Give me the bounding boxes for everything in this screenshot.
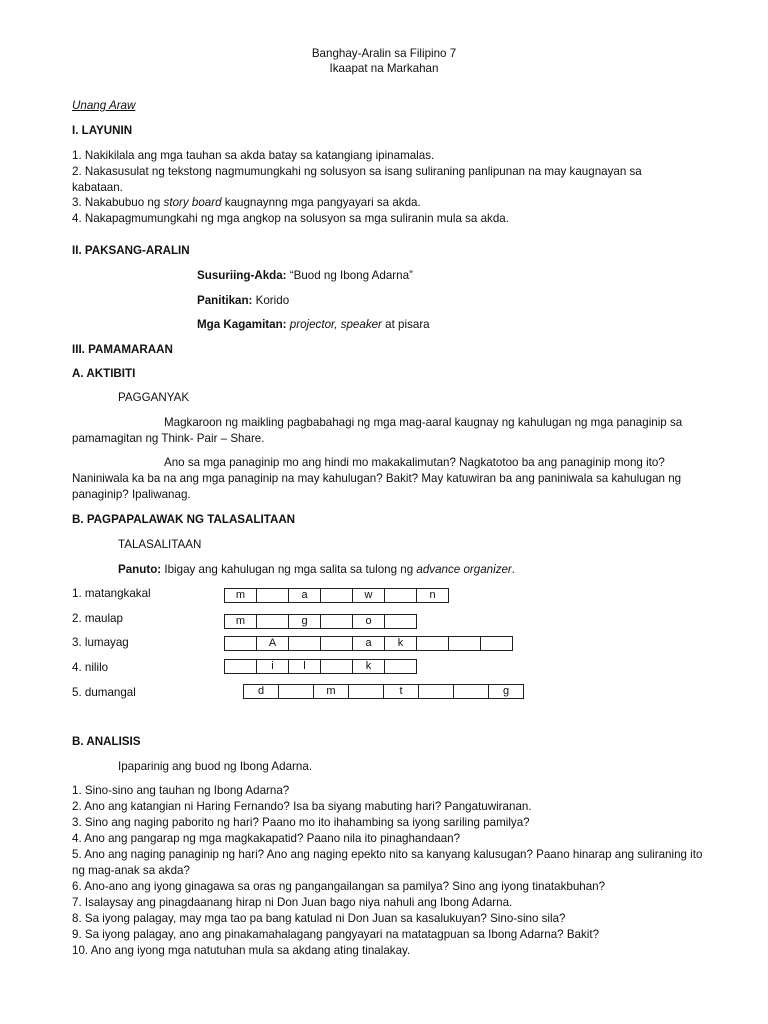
- letter-grid-1: [224, 588, 449, 603]
- susuriing-akda-label: Susuriing-Akda:: [197, 269, 287, 282]
- analisis-heading: B. ANALISIS: [72, 735, 141, 748]
- letter-box[interactable]: [384, 588, 417, 603]
- kagamitan-em: projector, speaker: [286, 318, 382, 331]
- kagamitan-label: Mga Kagamitan:: [197, 318, 287, 331]
- list-item: 1. Sino-sino ang tauhan ng Ibong Adarna?: [72, 784, 290, 797]
- word-label-3: 3. lumayag: [72, 636, 129, 649]
- letter-box[interactable]: [224, 659, 257, 674]
- list-item: 9. Sa iyong palagay, ano ang pinakamahalagang pangyayari na matatagpuan sa Ibong Adarna? Bakit?: [72, 928, 600, 941]
- letter-grid-3: [224, 636, 513, 651]
- letter-box[interactable]: [320, 636, 353, 651]
- letter-box[interactable]: t: [383, 684, 419, 699]
- word-label-4: 4. nililo: [72, 661, 109, 674]
- letter-box[interactable]: [418, 684, 454, 699]
- letter-box[interactable]: a: [288, 588, 321, 603]
- day-label: Unang Araw: [72, 99, 136, 112]
- list-item: 4. Ano ang pangarap ng mga magkakapatid? Paano nila ito pinaghandaan?: [72, 832, 461, 845]
- letter-box[interactable]: [416, 636, 449, 651]
- letter-box[interactable]: [278, 684, 314, 699]
- letter-box[interactable]: [384, 614, 417, 629]
- panitikan: [197, 293, 289, 309]
- word-label-1: 1. matangkakal: [72, 587, 151, 600]
- pagganyak-paragraph-2: Ano sa mga panaginip mo ang hindi mo makakalimutan? Nagkatotoo ba ang panaginip mong ito? Naniniwala ka ba na ang mga panaginip na may kahulugan? Bakit? May katuwiran ba ang paniniwala sa kahulugan ng panaginip? Ipaliwanag.: [72, 456, 682, 501]
- word-label-5: 5. dumangal: [72, 686, 136, 699]
- letter-grid-2: [224, 614, 417, 629]
- layunin-item-3-em: story board: [163, 196, 222, 209]
- letter-box[interactable]: w: [352, 588, 385, 603]
- letter-box[interactable]: a: [352, 636, 385, 651]
- letter-box[interactable]: [448, 636, 481, 651]
- list-item: 8. Sa iyong palagay, may mga tao pa bang katulad ni Don Juan sa kasalukuyan? Sino-sino sila?: [72, 912, 566, 925]
- letter-box[interactable]: [348, 684, 384, 699]
- pagganyak-heading: PAGGANYAK: [118, 391, 190, 404]
- analisis-intro: Ipaparinig ang buod ng Ibong Adarna.: [118, 760, 313, 773]
- letter-box[interactable]: [320, 659, 353, 674]
- word-label-2: 2. maulap: [72, 612, 123, 625]
- letter-box[interactable]: k: [384, 636, 417, 651]
- letter-box[interactable]: m: [224, 588, 257, 603]
- letter-box[interactable]: k: [352, 659, 385, 674]
- layunin-item-2: 2. Nakasusulat ng tekstong nagmumungkahi ng solusyon sa isang suliraning panlipunan na may kaugnayan sa kabataan.: [72, 165, 642, 194]
- kagamitan-rest: at pisara: [381, 318, 430, 331]
- letter-box[interactable]: [256, 588, 289, 603]
- panuto-em: advance organizer: [416, 563, 512, 576]
- aktibiti-heading: A. AKTIBITI: [72, 367, 136, 380]
- susuriing-akda: [197, 268, 413, 284]
- letter-box[interactable]: d: [243, 684, 279, 699]
- list-item: 6. Ano-ano ang iyong ginagawa sa oras ng pangangailangan sa pamilya? Sino ang iyong tinatakbuhan?: [72, 880, 606, 893]
- letter-box[interactable]: n: [416, 588, 449, 603]
- layunin-item-3-suffix: kaugnaynng mga pangyayari sa akda.: [221, 196, 421, 209]
- panuto-end: .: [511, 563, 516, 576]
- layunin-item-3: [72, 195, 421, 211]
- letter-grid-4: [224, 659, 417, 674]
- susuriing-akda-value: “Buod ng Ibong Adarna”: [286, 269, 413, 282]
- kagamitan: [197, 317, 430, 333]
- document-subtitle: Ikaapat na Markahan: [329, 62, 439, 75]
- letter-grid-5: [243, 684, 524, 699]
- letter-box[interactable]: [320, 588, 353, 603]
- talasalitaan-subheading: TALASALITAAN: [118, 538, 202, 551]
- layunin-item-1: 1. Nakikilala ang mga tauhan sa akda batay sa katangiang ipinamalas.: [72, 149, 435, 162]
- letter-box[interactable]: g: [488, 684, 524, 699]
- list-item: 10. Ano ang iyong mga natutuhan mula sa akdang ating tinalakay.: [72, 944, 411, 957]
- panitikan-value: Korido: [252, 294, 290, 307]
- letter-box[interactable]: [288, 636, 321, 651]
- letter-box[interactable]: [320, 614, 353, 629]
- paksa-heading: II. PAKSANG-ARALIN: [72, 244, 190, 257]
- layunin-item-3-prefix: 3. Nakabubuo ng: [72, 196, 164, 209]
- panuto: [118, 562, 515, 578]
- panuto-label: Panuto:: [118, 563, 162, 576]
- list-item: 3. Sino ang naging paborito ng hari? Paano mo ito ihahambing sa iyong sariling pamilya?: [72, 816, 530, 829]
- panitikan-label: Panitikan:: [197, 294, 253, 307]
- letter-box[interactable]: [384, 659, 417, 674]
- document-header: [0, 46, 768, 76]
- layunin-item-4: 4. Nakapagmumungkahi ng mga angkop na solusyon sa mga suliranin mula sa akda.: [72, 212, 509, 225]
- pagganyak-paragraph-1: Magkaroon ng maikling pagbabahagi ng mga mag-aaral kaugnay ng kahulugan ng mga panaginip sa pamamagitan ng Think- Pair – Share.: [72, 416, 683, 445]
- letter-box[interactable]: [256, 614, 289, 629]
- letter-box[interactable]: A: [256, 636, 289, 651]
- pamamaraan-heading: III. PAMAMARAAN: [72, 343, 173, 356]
- letter-box[interactable]: l: [288, 659, 321, 674]
- letter-box[interactable]: m: [313, 684, 349, 699]
- list-item: 2. Ano ang katangian ni Haring Fernando? Isa ba siyang mabuting hari? Pangatuwiranan.: [72, 800, 532, 813]
- letter-box[interactable]: i: [256, 659, 289, 674]
- letter-box[interactable]: m: [224, 614, 257, 629]
- letter-box[interactable]: [480, 636, 513, 651]
- letter-box[interactable]: g: [288, 614, 321, 629]
- panuto-text: Ibigay ang kahulugan ng mga salita sa tulong ng: [161, 563, 417, 576]
- layunin-heading: I. LAYUNIN: [72, 124, 133, 137]
- document-title: Banghay-Aralin sa Filipino 7: [311, 47, 457, 60]
- talasalitaan-section-heading: B. PAGPAPALAWAK NG TALASALITAAN: [72, 513, 296, 526]
- analisis-questions: [72, 783, 712, 959]
- letter-box[interactable]: [224, 636, 257, 651]
- letter-box[interactable]: o: [352, 614, 385, 629]
- list-item: 5. Ano ang naging panaginip ng hari? Ano ang naging epekto nito sa kanyang kalusugan? Paano hinarap ang suliraning ito ng mag-anak sa akda?: [72, 848, 703, 877]
- list-item: 7. Isalaysay ang pinagdaanang hirap ni Don Juan bago niya nahuli ang Ibong Adarna.: [72, 896, 513, 909]
- letter-box[interactable]: [453, 684, 489, 699]
